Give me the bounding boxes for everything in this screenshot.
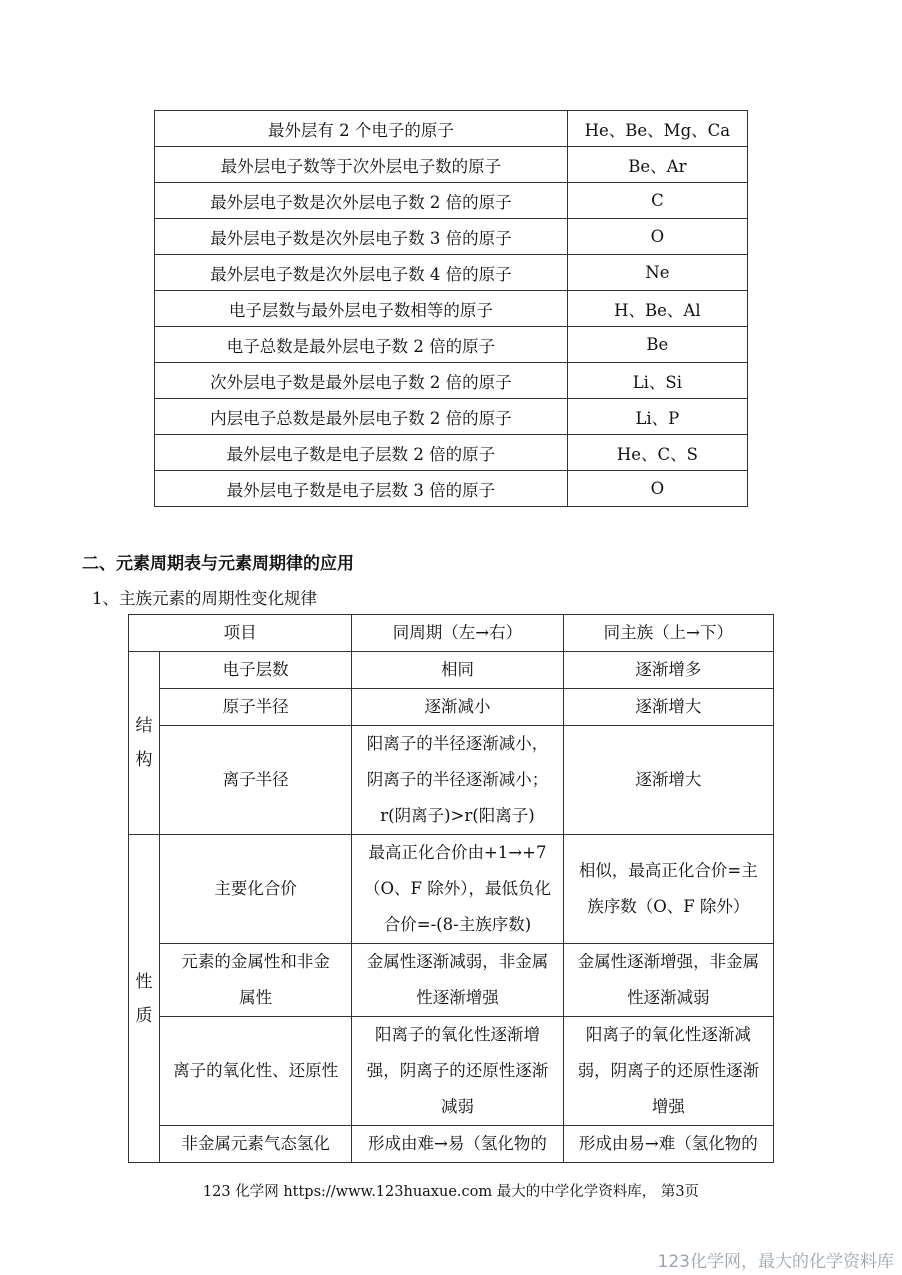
table-row xyxy=(129,689,774,726)
table-row xyxy=(129,1017,774,1126)
table-cell: O xyxy=(567,219,747,255)
table-cell: 电子总数是最外层电子数 2 倍的原子 xyxy=(155,327,568,363)
table-cell: 阳离子的半径逐渐减小， 阴离子的半径逐渐减小； r(阴离子)>r(阳离子) xyxy=(352,726,563,835)
table-cell: 离子半径 xyxy=(159,726,351,835)
table-cell: 最外层电子数是次外层电子数 4 倍的原子 xyxy=(155,255,568,291)
header-cell: 同主族（上→下） xyxy=(563,615,773,652)
table-row xyxy=(155,147,748,183)
table-row xyxy=(155,183,748,219)
table-cell: Li、Si xyxy=(567,363,747,399)
table-cell: 主要化合价 xyxy=(159,835,351,944)
table-cell: He、Be、Mg、Ca xyxy=(567,111,747,147)
table-row xyxy=(155,111,748,147)
table-cell: 逐渐增大 xyxy=(563,726,773,835)
table-cell: 离子的氧化性、还原性 xyxy=(159,1017,351,1126)
table-cell: He、C、S xyxy=(567,435,747,471)
table-cell: 相同 xyxy=(352,652,563,689)
table-cell: 原子半径 xyxy=(159,689,351,726)
table-row xyxy=(155,219,748,255)
table-cell: O xyxy=(567,471,747,507)
table-cell: 形成由难→易（氢化物的 xyxy=(352,1126,563,1163)
table-cell: 相似，最高正化合价=主 族序数（O、F 除外） xyxy=(563,835,773,944)
periodic-law-table xyxy=(128,614,774,1163)
table-cell: 阳离子的氧化性逐渐增 强，阴离子的还原性逐渐 减弱 xyxy=(352,1017,563,1126)
subsection-heading: 1、主族元素的周期性变化规律 xyxy=(92,589,317,608)
table-cell: 电子层数 xyxy=(159,652,351,689)
section-heading: 二、元素周期表与元素周期律的应用 xyxy=(82,554,354,574)
table-row xyxy=(129,1126,774,1163)
table-row xyxy=(129,726,774,835)
table-row xyxy=(155,327,748,363)
table-cell: Ne xyxy=(567,255,747,291)
table-cell: 元素的金属性和非金 属性 xyxy=(159,944,351,1017)
table-header-row xyxy=(129,615,774,652)
table-cell: 内层电子总数是最外层电子数 2 倍的原子 xyxy=(155,399,568,435)
table-cell: 最外层电子数等于次外层电子数的原子 xyxy=(155,147,568,183)
table-cell: Be、Ar xyxy=(567,147,747,183)
table-row xyxy=(155,471,748,507)
page-footer: 123 化学网 https://www.123huaxue.com 最大的中学化学资料库， 第3页 xyxy=(202,1184,700,1200)
table-row xyxy=(129,835,774,944)
table-cell: 最外层电子数是电子层数 2 倍的原子 xyxy=(155,435,568,471)
table-row xyxy=(155,363,748,399)
table-row xyxy=(155,291,748,327)
table-row xyxy=(155,435,748,471)
table-cell: 金属性逐渐增强，非金属 性逐渐减弱 xyxy=(563,944,773,1017)
table-cell: 最高正化合价由+1→+7 （O、F 除外），最低负化 合价=-(8-主族序数) xyxy=(352,835,563,944)
table-cell: 金属性逐渐减弱，非金属 性逐渐增强 xyxy=(352,944,563,1017)
group-label-property: 性 质 xyxy=(129,835,160,1163)
table-cell: 最外层电子数是次外层电子数 2 倍的原子 xyxy=(155,183,568,219)
table-cell: 逐渐增大 xyxy=(563,689,773,726)
table-cell: Li、P xyxy=(567,399,747,435)
table-cell: 逐渐减小 xyxy=(352,689,563,726)
table-cell: 形成由易→难（氢化物的 xyxy=(563,1126,773,1163)
table-row xyxy=(155,399,748,435)
table-cell: 逐渐增多 xyxy=(563,652,773,689)
table-cell: C xyxy=(567,183,747,219)
table-row xyxy=(129,652,774,689)
table-cell: 电子层数与最外层电子数相等的原子 xyxy=(155,291,568,327)
table-cell: 最外层电子数是电子层数 3 倍的原子 xyxy=(155,471,568,507)
header-cell: 项目 xyxy=(129,615,352,652)
table-row xyxy=(129,944,774,1017)
table-row xyxy=(155,255,748,291)
header-cell: 同周期（左→右） xyxy=(352,615,563,652)
table-cell: 非金属元素气态氢化 xyxy=(159,1126,351,1163)
table-cell: 最外层电子数是次外层电子数 3 倍的原子 xyxy=(155,219,568,255)
table-cell: 阳离子的氧化性逐渐减 弱，阴离子的还原性逐渐 增强 xyxy=(563,1017,773,1126)
group-label-structure: 结 构 xyxy=(129,652,160,835)
table-cell: 次外层电子数是最外层电子数 2 倍的原子 xyxy=(155,363,568,399)
table-cell: H、Be、Al xyxy=(567,291,747,327)
atomic-structure-table xyxy=(154,110,748,507)
watermark: 123化学网，最大的化学资料库 xyxy=(657,1252,894,1272)
table-cell: 最外层有 2 个电子的原子 xyxy=(155,111,568,147)
table-cell: Be xyxy=(567,327,747,363)
